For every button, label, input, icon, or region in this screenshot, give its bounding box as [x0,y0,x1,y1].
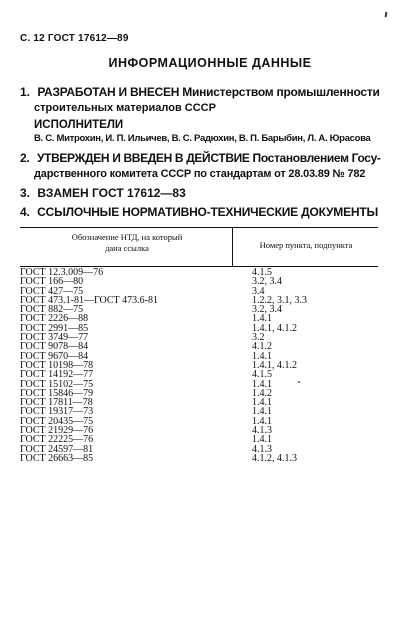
table-cell-doc: ГОСТ 166—80 [20,276,84,288]
table-header-doc-line1: Обозначение НТД, на который [71,232,183,242]
table-cell-doc: ГОСТ 24597—81 [20,443,94,455]
table-cell-doc: ГОСТ 9078—84 [20,341,89,353]
table-cell-points: 1.4.1 [252,415,272,427]
section-3 [20,185,395,201]
table-header-divider [232,227,233,266]
table-cell-doc: ГОСТ 22225—76 [20,434,94,446]
executors-names: В. С. Митрохин, И. П. Ильичев, В. С. Радюхин, В. П. Барыбин, Л. А. Юрасова [34,133,371,144]
table-cell-doc: ГОСТ 15102—75 [20,378,94,390]
table-cell-doc: ГОСТ 2226—88 [20,313,89,325]
table-cell-points: 4.1.3 [252,443,272,455]
table-cell-points: 1.4.1 [252,434,272,446]
table-cell-doc: ГОСТ 427—75 [20,285,84,297]
table-cell-doc: ГОСТ 2991—85 [20,322,89,334]
section-1 [20,84,395,116]
table-cell-points: 3.2, 3.4 [252,276,282,288]
table-cell-doc: ГОСТ 17811—78 [20,397,93,409]
table-cell-doc: ГОСТ 3749—77 [20,332,89,344]
section-2 [20,150,395,182]
running-head: С. 12 ГОСТ 17612—89 [20,33,129,44]
scan-speck [298,381,300,383]
table-header-doc-line2: дана ссылка [105,243,149,253]
table-cell-points: 1.4.1 [252,397,272,409]
table-row [20,454,380,463]
table-cell-doc: ГОСТ 12.3.009—76 [20,267,104,278]
table-cell-points: 4.1.5 [252,267,272,278]
page-title: ИНФОРМАЦИОННЫЕ ДАННЫЕ [108,56,312,70]
reference-table-body [20,268,380,463]
table-cell-points: 3.4 [252,285,265,297]
section-4 [20,204,395,220]
table-cell-points: 4.1.2 [252,341,272,353]
section-4-number: 4. [20,205,30,219]
section-3-number: 3. [20,186,31,200]
section-2-line2: дарственного комитета СССР по стандартам от 28.03.89 № 782 [34,168,366,180]
table-cell-points: 3.2, 3.4 [252,304,282,316]
section-1-line2: строительных материалов СССР [34,102,216,114]
table-header-points: Номер пункта, подпункта [259,240,353,250]
table-cell-points: 1.4.1, 4.1.2 [252,322,297,334]
table-cell-doc: ГОСТ 26663—85 [20,452,94,464]
scan-mark [385,12,387,17]
table-cell-doc: ГОСТ 10198—78 [20,359,94,371]
table-cell-points: 3.2 [252,332,265,344]
table-cell-points: 1.2.2, 3.1, 3.3 [252,294,307,306]
section-1-line1: РАЗРАБОТАН И ВНЕСЕН Министерством промышленности [37,85,380,99]
table-cell-doc: ГОСТ 882—75 [20,304,84,316]
table-cell-points: 1.4.1 [252,313,272,325]
section-3-text: ВЗАМЕН ГОСТ 17612—83 [37,186,186,200]
section-2-line1: УТВЕРЖДЕН И ВВЕДЕН В ДЕЙСТВИЕ Постановлением Госу- [36,151,381,165]
table-cell-doc: ГОСТ 9670—84 [20,350,89,362]
table-cell-doc: ГОСТ 14192—77 [20,369,94,381]
section-4-text: ССЫЛОЧНЫЕ НОРМАТИВНО-ТЕХНИЧЕСКИЕ ДОКУМЕНТЫ [37,205,379,219]
section-1-number: 1. [20,85,31,99]
table-cell-points: 4.1.2, 4.1.3 [252,452,297,464]
table-cell-points: 4.1.5 [252,369,272,381]
table-cell-points: 1.4.1 [252,378,272,390]
table-cell-doc: ГОСТ 15846—79 [20,387,94,399]
table-cell-doc: ГОСТ 473.1-81—ГОСТ 473.6-81 [20,294,158,306]
table-cell-doc: ГОСТ 20435—75 [20,415,94,427]
table-cell-points: 4.1.3 [252,425,272,437]
table-header-doc [24,232,230,254]
executors-label: ИСПОЛНИТЕЛИ [34,119,124,131]
table-cell-points: 1.4.1 [252,350,272,362]
table-cell-points: 1.4.1, 4.1.2 [252,359,297,371]
section-2-number: 2. [20,151,30,165]
table-cell-points: 1.4.2 [252,387,272,399]
table-cell-points: 1.4.1 [252,406,272,418]
table-cell-doc: ГОСТ 19317—73 [20,406,94,418]
table-cell-doc: ГОСТ 21929—76 [20,425,94,437]
